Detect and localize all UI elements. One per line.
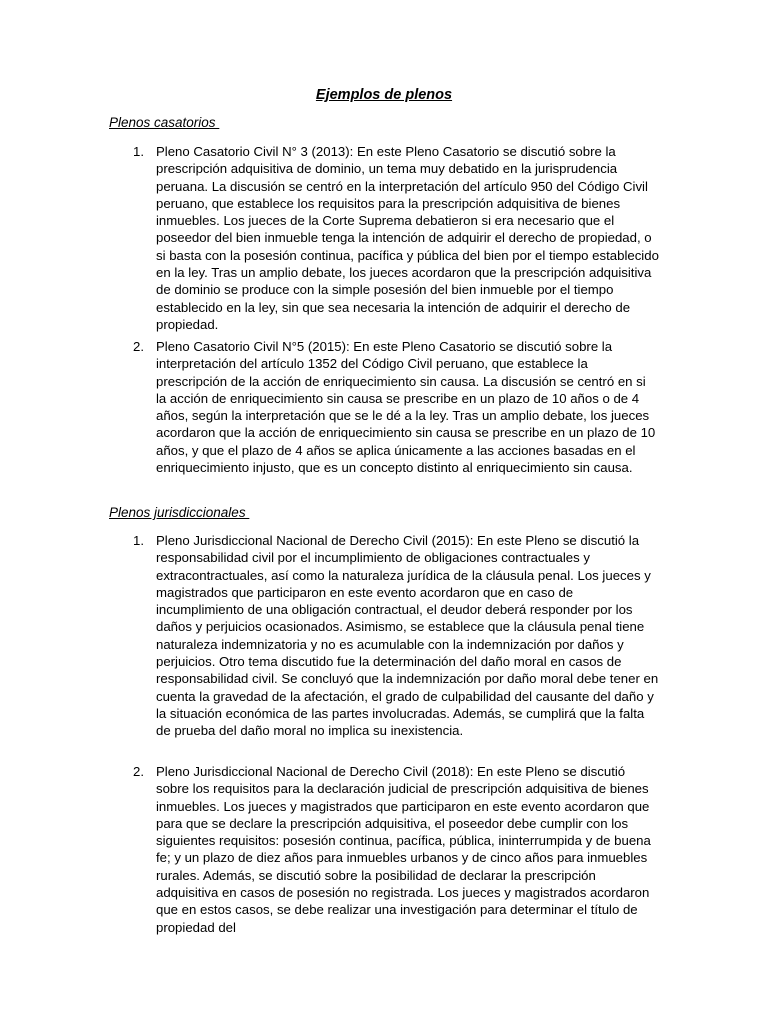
list-item-text: Pleno Jurisdiccional Nacional de Derecho Civil (2018): En este Pleno se discutió sobre los requisitos para la declaración judicial de prescripción adquisitiva de bienes inmuebles. Los jueces y magistrados que participaron en este evento acordaron que para que se declare la prescripción adquisitiva, el poseedor debe cumplir con los siguientes requisitos: posesión continua, pacífica, pública, ininterrumpida y de buena fe; y un plazo de diez años para inmuebles urbanos y de cinco años para inmuebles rurales. Además, se discutió sobre la posibilidad de declarar la prescripción adquisitiva en casos de posesión no registrada. Los jueces y magistrados acordaron que en estos casos, se debe realizar una investigación para determinar el título de propiedad del <box>156 764 651 935</box>
list-item-number: 2. <box>133 764 144 779</box>
list-item-number: 1. <box>133 144 144 159</box>
list-item <box>109 532 659 740</box>
list-item-text: Pleno Jurisdiccional Nacional de Derecho Civil (2015): En este Pleno se discutió la responsabilidad civil por el incumplimiento de obligaciones contractuales y extracontractuales, así como la naturaleza jurídica de la cláusula penal. Los jueces y magistrados que participaron en este evento acordaron que en caso de incumplimiento de una obligación contractual, el deudor deberá responder por los daños y perjuicios ocasionados. Asimismo, se establece que la cláusula penal tiene naturaleza indemnizatoria y no es acumulable con la indemnización por daños y perjuicios. Otro tema discutido fue la determinación del daño moral en casos de responsabilidad civil. Se concluyó que la indemnización por daño moral debe tener en cuenta la gravedad de la afectación, el grado de culpabilidad del causante del daño y la situación económica de las partes involucradas. Además, se cumplirá que la falta de prueba del daño moral no implica su inexistencia. <box>156 533 659 739</box>
list-item-text: Pleno Casatorio Civil N°5 (2015): En este Pleno Casatorio se discutió sobre la interpretación del artículo 1352 del Código Civil peruano, que establece la prescripción de la acción de enriquecimiento sin causa. La discusión se centró en si la acción de enriquecimiento sin causa se prescribe en un plazo de 10 años o de 4 años, según la interpretación que se le dé a la ley. Tras un amplio debate, los jueces acordaron que la acción de enriquecimiento sin causa se prescribe en un plazo de 10 años, y que el plazo de 4 años se aplica únicamente a las acciones basadas en el enriquecimiento injusto, que es un concepto distinto al enriquecimiento sin causa. <box>156 339 656 476</box>
list-item-number: 2. <box>133 339 144 354</box>
list-item <box>109 763 659 936</box>
section-heading-plenos-jurisdiccionales: Plenos jurisdiccionales <box>109 505 250 520</box>
list-item-number: 1. <box>133 533 144 548</box>
list-item <box>109 143 659 333</box>
section-heading-plenos-casatorios: Plenos casatorios <box>109 115 220 130</box>
list-item <box>109 338 659 476</box>
list-item-text: Pleno Casatorio Civil N° 3 (2013): En este Pleno Casatorio se discutió sobre la prescripción adquisitiva de dominio, un tema muy debatido en la jurisprudencia peruana. La discusión se centró en la interpretación del artículo 950 del Código Civil peruano, que establece los requisitos para la prescripción adquisitiva de bienes inmuebles. Los jueces de la Corte Suprema debatieron si era necesario que el poseedor del bien inmueble tenga la intención de adquirir el derecho de propiedad, o si basta con la posesión continua, pacífica y pública del bien por el tiempo establecido en la ley. Tras un amplio debate, los jueces acordaron que la prescripción adquisitiva de dominio se produce con la simple posesión del bien inmueble por el tiempo establecido en la ley, sin que sea necesaria la intención de adquirir el derecho de propiedad. <box>156 144 659 332</box>
page-title: Ejemplos de plenos <box>315 87 453 103</box>
